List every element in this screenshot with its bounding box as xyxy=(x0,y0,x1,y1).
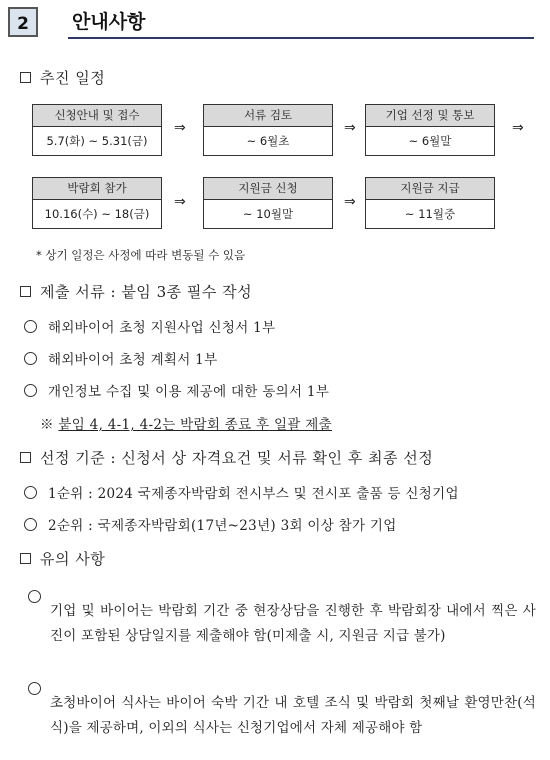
document-item: 해외바이어 초청 계획서 1부 xyxy=(24,348,217,368)
documents-heading: 제출 서류 : 붙임 3종 필수 작성 xyxy=(20,281,252,302)
schedule-step-title: 기업 선정 및 통보 xyxy=(366,105,494,127)
schedule-note: * 상기 일정은 사정에 따라 변동될 수 있음 xyxy=(36,248,246,262)
schedule-step-title: 서류 검토 xyxy=(204,105,332,127)
circle-bullet-icon xyxy=(24,518,37,531)
schedule-step-value: ~ 6월말 xyxy=(408,134,452,148)
right-arrow-icon: ⇒ xyxy=(174,120,186,136)
schedule-step-6 xyxy=(365,177,495,229)
schedule-step-title: 지원금 지급 xyxy=(366,178,494,200)
right-arrow-icon: ⇒ xyxy=(174,194,186,210)
documents-note xyxy=(40,413,332,433)
circle-bullet-icon xyxy=(24,384,37,397)
schedule-heading: 추진 일정 xyxy=(20,67,105,88)
schedule-step-value: ~ 11월중 xyxy=(404,207,456,221)
criteria-item: 2순위 : 국제종자박람회(17년~23년) 3회 이상 참가 기업 xyxy=(24,514,397,534)
square-bullet-icon xyxy=(20,72,31,83)
schedule-step-1 xyxy=(32,104,162,156)
schedule-step-title: 박람회 참가 xyxy=(33,178,161,200)
circle-bullet-icon xyxy=(24,486,37,499)
section-title: 안내사항 xyxy=(72,11,146,33)
right-arrow-icon: ⇒ xyxy=(344,194,356,210)
circle-bullet-icon xyxy=(24,320,37,333)
right-arrow-icon: ⇒ xyxy=(512,120,524,136)
notice-item-text: 초청바이어 식사는 바이어 숙박 기간 내 호텔 조식 및 박람회 첫째날 환영만찬(석식)을 제공하며, 이외의 식사는 신청기업에서 자체 제공해야 함 xyxy=(50,695,536,736)
schedule-step-value: ~ 10월말 xyxy=(242,207,294,221)
document-item: 해외바이어 초청 지원사업 신청서 1부 xyxy=(24,316,275,336)
right-arrow-icon: ⇒ xyxy=(344,120,356,136)
reference-mark-icon: ※ xyxy=(40,417,54,433)
circle-bullet-icon xyxy=(24,352,37,365)
header-rule xyxy=(68,37,534,39)
criteria-heading: 선정 기준 : 신청서 상 자격요건 및 서류 확인 후 최종 선정 xyxy=(20,447,433,468)
documents-note-text: 붙임 4, 4-1, 4-2는 박람회 종료 후 일괄 제출 xyxy=(58,417,332,433)
circle-bullet-icon xyxy=(28,682,41,695)
schedule-step-title: 지원금 신청 xyxy=(204,178,332,200)
schedule-step-title: 신청안내 및 접수 xyxy=(33,105,161,127)
document-item: 개인정보 수집 및 이용 제공에 대한 동의서 1부 xyxy=(24,380,329,400)
schedule-step-4 xyxy=(32,177,162,229)
notice-item-text: 기업 및 바이어는 박람회 기간 중 현장상담을 진행한 후 박람회장 내에서 찍은 사진이 포함된 상담일지를 제출해야 함(미제출 시, 지원금 지급 불가) xyxy=(50,603,536,644)
criteria-item: 1순위 : 2024 국제종자박람회 전시부스 및 전시포 출품 등 신청기업 xyxy=(24,482,459,502)
square-bullet-icon xyxy=(20,452,31,463)
schedule-step-3 xyxy=(365,104,495,156)
circle-bullet-icon xyxy=(28,590,41,603)
notice-heading: 유의 사항 xyxy=(20,548,105,569)
square-bullet-icon xyxy=(20,286,31,297)
section-number-badge: 2 xyxy=(8,7,38,37)
schedule-step-value: ~ 6월초 xyxy=(246,134,290,148)
notice-item xyxy=(28,672,536,741)
schedule-step-value: 10.16(수) ~ 18(금) xyxy=(44,207,150,221)
schedule-step-value: 5.7(화) ~ 5.31(금) xyxy=(46,134,148,148)
schedule-step-5 xyxy=(203,177,333,229)
notice-item xyxy=(28,580,536,649)
square-bullet-icon xyxy=(20,553,31,564)
schedule-step-2 xyxy=(203,104,333,156)
